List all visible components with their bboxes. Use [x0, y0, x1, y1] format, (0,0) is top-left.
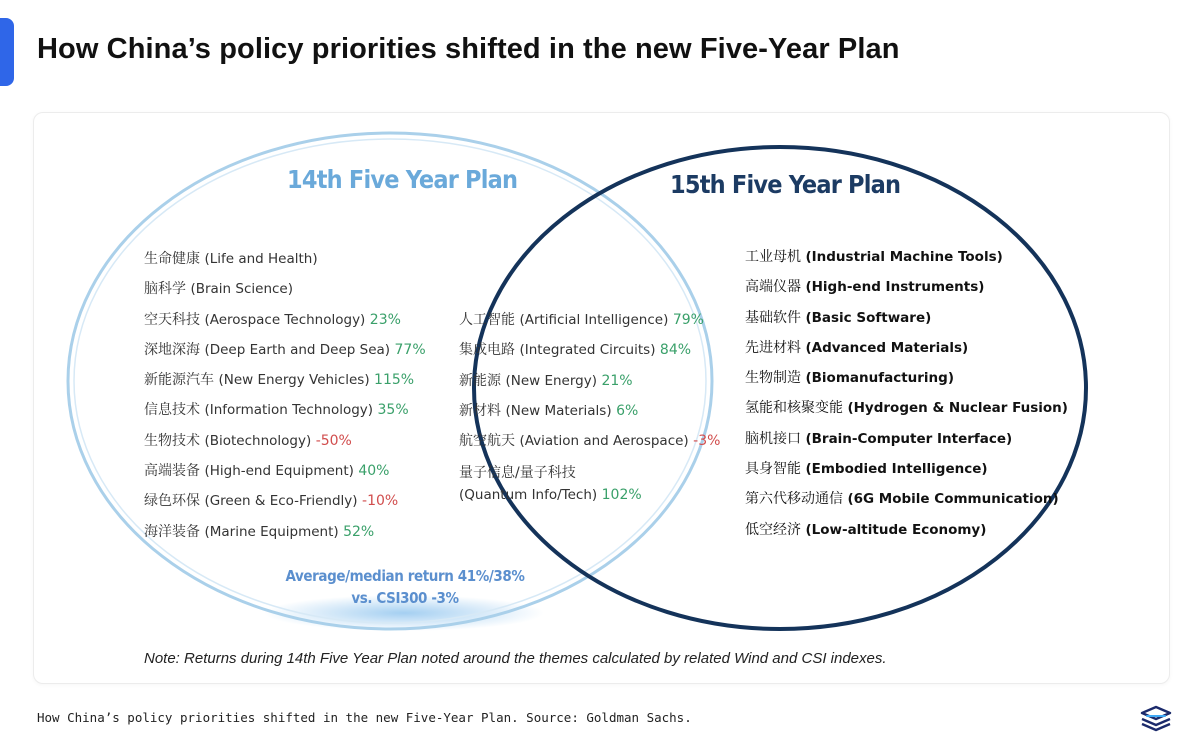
list-item: 海洋装备 (Marine Equipment) 52%: [144, 523, 375, 540]
return-value: 21%: [601, 372, 633, 389]
return-value: 6%: [616, 402, 639, 419]
list-item: 生物技术 (Biotechnology) -50%: [144, 432, 352, 449]
venn-diagram-card: [33, 112, 1170, 684]
return-value: -50%: [315, 432, 352, 449]
list-item: 工业母机 (Industrial Machine Tools): [745, 249, 1003, 265]
plan14-title: 14th Five Year Plan: [287, 165, 518, 194]
plan15-title: 15th Five Year Plan: [670, 170, 901, 199]
list-item: 新能源 (New Energy) 21%: [459, 372, 633, 389]
return-value: -3%: [693, 433, 721, 450]
list-item: 先进材料 (Advanced Materials): [745, 339, 969, 356]
list-item: 集成电路 (Integrated Circuits) 84%: [459, 342, 692, 359]
list-item: 脑机接口 (Brain-Computer Interface): [745, 430, 1013, 447]
return-value: -10%: [362, 493, 399, 510]
list-item: 第六代移动通信 (6G Mobile Communication): [745, 491, 1059, 508]
list-item: 高端装备 (High-end Equipment) 40%: [144, 463, 390, 480]
list-item: 高端仪器 (High-end Instruments): [745, 279, 985, 296]
layers-logo-icon: [1138, 704, 1174, 732]
plan14-only-list: [144, 250, 426, 553]
list-item: 信息技术 (Information Technology) 35%: [144, 402, 409, 419]
list-item: 绿色环保 (Green & Eco-Friendly) -10%: [144, 493, 399, 510]
plan15-only-list: [745, 248, 1068, 551]
return-value: 79%: [672, 312, 704, 328]
return-value: 102%: [601, 487, 642, 504]
list-item: 生物制造 (Biomanufacturing): [745, 370, 954, 387]
list-item: 生命健康 (Life and Health): [144, 251, 318, 267]
return-value: 35%: [377, 402, 409, 419]
return-value: 40%: [358, 463, 390, 480]
average-return-label: [260, 565, 550, 609]
list-item: 新材料 (New Materials) 6%: [459, 402, 639, 419]
return-value: 23%: [369, 311, 401, 328]
page-title: How China’s policy priorities shifted in the new Five-Year Plan: [37, 33, 900, 65]
footnote: Note: Returns during 14th Five Year Plan noted around the themes calculated by related Wind and CSI indexes.: [144, 650, 887, 667]
source-caption: How China’s policy priorities shifted in the new Five-Year Plan. Source: Goldman Sachs.: [37, 710, 692, 725]
return-value: 115%: [374, 372, 415, 389]
return-value: 77%: [394, 341, 426, 358]
list-item: 航空航天 (Aviation and Aerospace) -3%: [459, 433, 721, 450]
list-item: 深地深海 (Deep Earth and Deep Sea) 77%: [144, 341, 426, 358]
list-item: 具身智能 (Embodied Intelligence): [745, 461, 988, 478]
overlap-list: [459, 311, 720, 506]
list-item: 人工智能 (Artificial Intelligence) 79%: [459, 312, 704, 328]
title-accent-bar: [0, 18, 14, 86]
average-return-line: Average/median return 41%/38%: [285, 567, 525, 585]
return-value: 52%: [343, 523, 375, 540]
list-item: 量子信息/量子科技 (Quantum Info/Tech) 102%: [459, 465, 642, 504]
list-item: 低空经济 (Low-altitude Economy): [745, 521, 987, 538]
list-item: 脑科学 (Brain Science): [144, 281, 294, 298]
return-value: 84%: [659, 342, 692, 359]
list-item: 基础软件 (Basic Software): [745, 309, 932, 326]
list-item: 空天科技 (Aerospace Technology) 23%: [144, 311, 401, 328]
benchmark-return-line: vs. CSI300 -3%: [351, 589, 459, 607]
list-item: 新能源汽车 (New Energy Vehicles) 115%: [144, 372, 415, 389]
list-item: 氢能和核聚变能 (Hydrogen & Nuclear Fusion): [745, 400, 1068, 417]
